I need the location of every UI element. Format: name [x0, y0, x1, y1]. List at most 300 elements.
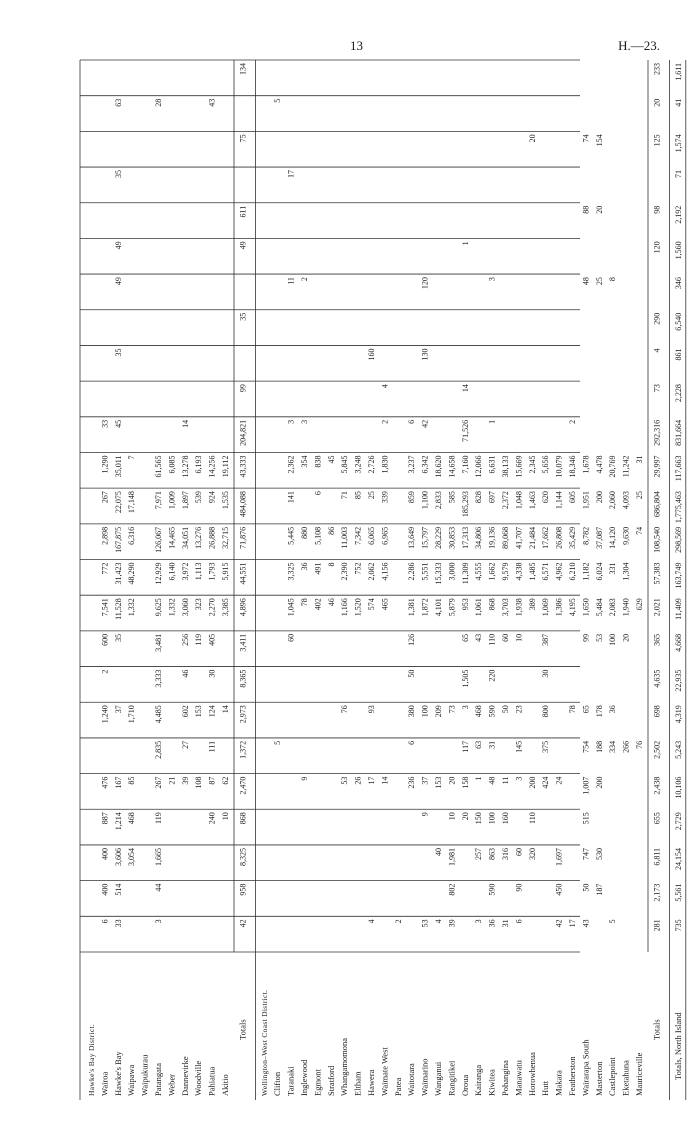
totals-cell: 365	[652, 633, 662, 646]
row-label: Hutt	[540, 1080, 551, 1096]
row-label: Whangamomona	[339, 1037, 350, 1096]
row-cell: 4,101	[434, 598, 443, 617]
row-cell: 1,332	[167, 598, 177, 617]
row-label: Wairarapa South	[580, 1039, 591, 1096]
row-cell: 86	[326, 526, 336, 535]
totals-cell: 2,021	[652, 598, 662, 617]
totals-cell: 4	[652, 348, 662, 353]
grand-totals-cell: 11,409	[673, 598, 683, 620]
row-cell: 1	[474, 776, 484, 781]
row-cell: 6,571	[541, 562, 551, 581]
row-cell: 10	[221, 812, 230, 821]
row-cell: 2,286	[407, 562, 417, 581]
row-cell: 1,650	[581, 598, 591, 617]
row-cell: 1,940	[621, 598, 631, 617]
row-cell: 53	[594, 633, 604, 642]
row-cell: 6,316	[127, 526, 137, 545]
grand-totals-cell: 22,935	[673, 669, 683, 692]
row-cell: 515	[581, 812, 591, 825]
totals-cell: 292,316	[652, 419, 662, 446]
row-cell: 15,669	[514, 455, 524, 478]
row-cell: 88	[581, 205, 591, 214]
grand-totals-cell: 1,574	[673, 134, 683, 153]
row-cell: 187	[594, 883, 604, 896]
row-cell: 405	[207, 633, 217, 646]
row-cell: 48	[487, 776, 497, 785]
row-cell: 5,879	[447, 598, 457, 617]
row-cell: 838	[313, 455, 323, 468]
row-cell: 6,631	[487, 455, 497, 474]
row-cell: 387	[541, 633, 551, 646]
row-cell: 450	[554, 883, 564, 896]
totals-cell: 958	[238, 883, 248, 896]
row-cell: 43	[474, 633, 484, 642]
row-cell: 31	[487, 740, 497, 749]
row-cell: 49	[113, 277, 123, 286]
row-cell: 76	[635, 740, 644, 749]
row-cell: 209	[434, 705, 443, 718]
row-cell: 43	[207, 98, 217, 107]
row-cell: 39	[180, 776, 190, 785]
row-cell: 4,093	[621, 491, 631, 510]
totals-cell: 4,635	[652, 669, 662, 688]
totals-cell: 290	[652, 312, 662, 325]
row-label: Featherston	[567, 1056, 577, 1096]
row-cell: 15,797	[420, 526, 430, 549]
row-cell: 620	[541, 491, 551, 504]
totals-cell: 2,973	[238, 705, 248, 724]
row-cell: 200	[594, 491, 604, 504]
totals-cell: 8,365	[238, 669, 248, 688]
row-cell: 100	[608, 633, 618, 646]
row-cell: 2,835	[154, 740, 163, 759]
row-cell: 53	[420, 919, 430, 928]
row-cell: 50	[501, 705, 510, 714]
row-cell: 1,048	[514, 491, 524, 510]
row-cell: 9	[420, 812, 430, 817]
row-cell: 4,478	[594, 455, 604, 474]
row-cell: 5,445	[286, 526, 296, 545]
row-cell: 1,505	[460, 669, 470, 688]
row-cell: 87	[207, 776, 217, 785]
row-cell: 25	[635, 491, 644, 500]
row-cell: 6	[100, 919, 110, 924]
row-cell: 100	[487, 812, 497, 825]
row-label: Makara	[553, 1070, 564, 1096]
row-cell: 5,915	[221, 562, 230, 581]
row-cell: 25	[594, 277, 604, 286]
row-cell: 42	[420, 419, 430, 428]
row-cell: 2	[380, 419, 390, 424]
row-cell: 3,000	[447, 562, 457, 581]
row-label: Waipawa	[126, 1064, 137, 1096]
row-cell: 1,240	[100, 705, 110, 724]
row-cell: 754	[581, 740, 591, 753]
row-cell: 530	[594, 847, 604, 860]
row-label: Patea	[392, 1077, 403, 1096]
totals-cell: 29,997	[652, 455, 662, 478]
row-cell: 468	[474, 705, 484, 718]
row-label: Dannevirke	[179, 1056, 190, 1096]
row-cell: 3	[474, 919, 484, 924]
row-cell: 1,520	[353, 598, 363, 617]
row-cell: 39	[447, 919, 457, 928]
row-cell: 2,062	[367, 562, 376, 581]
row-cell: 953	[460, 598, 470, 611]
row-cell: 14	[180, 419, 190, 428]
row-cell: 33	[113, 919, 123, 928]
row-cell: 6,085	[167, 455, 177, 474]
row-cell: 14,120	[608, 526, 618, 549]
row-cell: 828	[474, 491, 484, 504]
totals-cell: 2,173	[652, 883, 662, 902]
row-cell: 35	[113, 170, 123, 179]
row-cell: 38,133	[501, 455, 510, 478]
row-cell: 8	[326, 562, 336, 567]
row-cell: 220	[487, 669, 497, 682]
row-cell: 3,385	[221, 598, 230, 617]
row-cell: 26,808	[554, 526, 564, 549]
row-cell: 3,248	[353, 455, 363, 474]
row-cell: 3,481	[154, 633, 163, 652]
row-cell: 4,555	[474, 562, 484, 581]
row-cell: 188	[594, 740, 604, 753]
row-cell: 36	[608, 705, 618, 714]
row-cell: 60	[501, 633, 510, 642]
row-cell: 2,362	[286, 455, 296, 474]
totals-cell: 686,804	[652, 491, 662, 518]
row-cell: 1,951	[581, 491, 591, 510]
row-cell: 880	[300, 526, 309, 539]
row-cell: 48	[581, 277, 591, 286]
row-cell: 6	[313, 491, 323, 496]
row-cell: 33	[100, 419, 110, 428]
row-cell: 74	[581, 134, 591, 143]
row-cell: 4	[380, 384, 390, 389]
row-cell: 3	[154, 919, 163, 924]
row-label: Hawke's Bay	[112, 1051, 123, 1096]
row-cell: 6	[407, 740, 417, 745]
row-cell: 27	[180, 740, 190, 749]
row-cell: 21,484	[527, 526, 537, 549]
row-cell: 20	[621, 633, 631, 642]
row-cell: 141	[286, 491, 296, 504]
row-cell: 1,304	[621, 562, 631, 581]
totals-cell: 20	[652, 98, 662, 107]
row-cell: 400	[100, 883, 110, 896]
row-cell: 111	[207, 740, 217, 753]
row-cell: 14	[221, 705, 230, 714]
row-cell: 3	[487, 277, 497, 282]
row-cell: 1,069	[541, 598, 551, 617]
row-label: Kiwitea	[486, 1069, 497, 1096]
row-cell: 145	[514, 740, 524, 753]
row-cell: 36	[300, 562, 309, 571]
row-cell: 117	[460, 740, 470, 753]
row-cell: 375	[541, 740, 551, 753]
row-cell: 2	[568, 419, 577, 424]
row-cell: 1,009	[167, 491, 177, 510]
row-cell: 2,390	[340, 562, 350, 581]
row-label: Oroua	[459, 1074, 470, 1096]
grand-totals-cell: 298,569	[673, 526, 683, 553]
row-cell: 1,061	[474, 598, 484, 617]
row-label: Waimarino	[419, 1058, 430, 1096]
row-cell: 1,662	[487, 562, 497, 581]
row-cell: 887	[100, 812, 110, 825]
row-cell: 3,333	[154, 669, 163, 688]
row-cell: 2,833	[434, 491, 443, 510]
row-cell: 120	[420, 277, 430, 290]
row-cell: 1,830	[380, 455, 390, 474]
row-label: Clifton	[272, 1071, 283, 1096]
grand-totals-cell: 5,243	[673, 740, 683, 759]
row-cell: 3,325	[286, 562, 296, 581]
row-cell: 26,888	[207, 526, 217, 549]
row-cell: 924	[207, 491, 217, 504]
row-label: Kairanga	[473, 1064, 484, 1096]
row-cell: 3	[460, 705, 470, 710]
row-cell: 6,140	[167, 562, 177, 581]
grand-totals-cell: 1,775,463	[673, 491, 683, 524]
row-cell: 1,182	[581, 562, 591, 581]
row-cell: 20	[594, 205, 604, 214]
row-cell: 44	[154, 883, 163, 892]
row-cell: 46	[326, 598, 336, 607]
row-cell: 160	[501, 812, 510, 825]
row-cell: 15,333	[434, 562, 443, 585]
row-cell: 12,929	[154, 562, 163, 585]
row-cell: 1,381	[407, 598, 417, 617]
totals-cell: 134	[238, 63, 248, 75]
totals-cell: 6,811	[652, 847, 662, 866]
row-cell: 331	[608, 562, 618, 575]
grand-totals-cell: 5,561	[673, 883, 683, 902]
row-cell: 63	[113, 98, 123, 107]
totals-cell: 2,470	[238, 776, 248, 795]
row-cell: 28	[154, 98, 163, 107]
row-cell: 1,332	[127, 598, 137, 617]
grand-totals-cell: 346	[673, 277, 683, 290]
row-cell: 1,463	[527, 491, 537, 510]
row-cell: 10	[447, 812, 457, 821]
row-cell: 4	[434, 919, 443, 924]
row-cell: 605	[568, 491, 577, 504]
row-cell: 110	[487, 633, 497, 646]
row-label: Waitotara	[406, 1063, 417, 1096]
row-label: Weber	[166, 1074, 177, 1096]
row-cell: 23	[514, 705, 524, 714]
row-cell: 20	[527, 134, 537, 143]
row-label: Horowhenua	[526, 1052, 537, 1096]
row-cell: 3,703	[501, 598, 510, 617]
row-cell: 24	[554, 776, 564, 785]
row-cell: 13,276	[194, 526, 204, 549]
grand-totals-cell: 41	[673, 98, 683, 107]
row-cell: 19,112	[221, 455, 230, 478]
row-cell: 6,193	[194, 455, 204, 474]
row-cell: 7,541	[100, 598, 110, 617]
row-cell: 30	[541, 669, 551, 678]
row-cell: 158	[460, 776, 470, 789]
row-cell: 9	[300, 776, 309, 781]
row-cell: 863	[487, 847, 497, 860]
grand-totals-cell: 4,668	[673, 633, 683, 652]
row-cell: 71,526	[460, 419, 470, 442]
totals-cell: 3,411	[238, 633, 248, 652]
row-cell: 1,938	[514, 598, 524, 617]
row-label: Eltham	[352, 1071, 363, 1096]
row-cell: 9,579	[501, 562, 510, 581]
row-cell: 323	[194, 598, 204, 611]
row-label: Waimate West	[379, 1047, 390, 1096]
row-cell: 3,054	[127, 847, 137, 866]
row-cell: 11,528	[113, 598, 123, 620]
row-cell: 6	[514, 919, 524, 924]
row-cell: 76	[340, 705, 350, 714]
row-cell: 130	[420, 348, 430, 361]
row-cell: 35	[113, 348, 123, 357]
totals-cell: 35	[238, 312, 248, 321]
row-cell: 5	[608, 919, 618, 924]
row-cell: 600	[100, 633, 110, 646]
row-cell: 2,726	[367, 455, 376, 474]
row-cell: 49	[113, 241, 123, 250]
row-cell: 400	[100, 847, 110, 860]
row-label: Pohangina	[500, 1060, 510, 1096]
row-cell: 45	[326, 455, 336, 464]
row-label: Inglewood	[299, 1059, 309, 1096]
row-cell: 85	[127, 776, 137, 785]
row-cell: 40	[434, 847, 443, 856]
row-cell: 108	[194, 776, 204, 789]
row-cell: 167	[113, 776, 123, 789]
row-cell: 89,068	[501, 526, 510, 549]
row-cell: 2,898	[100, 526, 110, 545]
row-cell: 200	[527, 776, 537, 789]
row-cell: 74	[635, 526, 644, 535]
row-label: Taranaki	[285, 1066, 296, 1096]
row-cell: 590	[487, 705, 497, 718]
totals-cell: 108,540	[652, 526, 662, 553]
grand-totals-cell: 24,154	[673, 847, 683, 870]
row-cell: 154	[594, 134, 604, 147]
row-cell: 17,148	[127, 491, 137, 514]
totals-cell: 484,088	[238, 491, 248, 518]
row-cell: 316	[501, 847, 510, 860]
row-cell: 1,678	[581, 455, 591, 474]
row-cell: 14	[460, 384, 470, 393]
row-cell: 6,065	[367, 526, 376, 545]
row-cell: 37	[420, 776, 430, 785]
grand-totals-cell: 117,663	[673, 455, 683, 482]
grand-totals-cell: 1,560	[673, 241, 683, 260]
row-cell: 468	[127, 812, 137, 825]
row-cell: 590	[487, 883, 497, 896]
totals-cell: 281	[652, 919, 662, 932]
row-cell: 78	[568, 705, 577, 714]
totals-cell: 125	[652, 134, 662, 147]
grand-totals-cell: 861	[673, 348, 683, 361]
row-cell: 868	[487, 598, 497, 611]
row-cell: 63	[474, 740, 484, 749]
row-label: Rangitikei	[446, 1060, 457, 1096]
grand-totals-cell: 2,729	[673, 812, 683, 831]
row-cell: 11,309	[460, 562, 470, 585]
row-cell: 2,345	[527, 455, 537, 474]
grand-totals-cell: 163,749	[673, 562, 683, 589]
row-cell: 267	[154, 776, 163, 789]
row-cell: 71	[340, 491, 350, 500]
row-label: Stratford	[325, 1065, 336, 1096]
row-cell: 35,011	[113, 455, 123, 478]
row-cell: 7,342	[353, 526, 363, 545]
row-cell: 240	[207, 812, 217, 825]
row-cell: 13,649	[407, 526, 417, 549]
row-cell: 802	[447, 883, 457, 896]
row-cell: 4,195	[568, 598, 577, 617]
row-cell: 800	[541, 705, 551, 718]
row-cell: 124	[207, 705, 217, 718]
totals-cell: 698	[652, 705, 662, 718]
row-cell: 2,083	[608, 598, 618, 617]
row-cell: 3,237	[407, 455, 417, 474]
row-cell: 185,293	[460, 491, 470, 518]
row-cell: 35	[113, 633, 123, 642]
totals-cell: 98	[652, 205, 662, 214]
document-reference: H.—23.	[618, 38, 660, 53]
totals-cell: 1,372	[238, 740, 248, 759]
totals-cell: 73	[652, 384, 662, 393]
row-cell: 13,278	[180, 455, 190, 478]
row-cell: 752	[353, 562, 363, 575]
row-cell: 7,160	[460, 455, 470, 474]
row-cell: 34,806	[474, 526, 484, 549]
totals-cell: 99	[238, 384, 248, 393]
row-cell: 14	[380, 776, 390, 785]
page-number: 13	[350, 38, 363, 53]
row-cell: 20	[460, 812, 470, 821]
row-label: Eketahuna	[620, 1060, 631, 1096]
row-cell: 236	[407, 776, 417, 789]
grand-totals-label: Totals, North Island	[672, 1012, 683, 1080]
row-cell: 2,060	[608, 491, 618, 510]
row-cell: 60	[286, 633, 296, 642]
row-cell: 18,346	[568, 455, 577, 478]
row-cell: 1,697	[554, 847, 564, 866]
row-cell: 50	[407, 669, 417, 678]
row-cell: 30,853	[447, 526, 457, 549]
row-cell: 18,620	[434, 455, 443, 478]
row-cell: 48,290	[127, 562, 137, 585]
row-cell: 11	[501, 776, 510, 785]
row-cell: 1,045	[286, 598, 296, 617]
row-cell: 10,079	[554, 455, 564, 478]
totals-cell: 611	[238, 205, 248, 218]
row-cell: 1,535	[221, 491, 230, 510]
row-cell: 62	[221, 776, 230, 785]
row-cell: 6,024	[594, 562, 604, 581]
grand-totals-cell: 2,192	[673, 205, 683, 224]
row-cell: 629	[635, 598, 644, 611]
row-cell: 50	[581, 883, 591, 892]
row-cell: 320	[527, 847, 537, 860]
row-cell: 4,338	[514, 562, 524, 581]
row-cell: 99	[581, 633, 591, 642]
row-cell: 110	[527, 812, 537, 824]
totals-cell: 120	[652, 241, 662, 254]
row-cell: 354	[300, 455, 309, 468]
